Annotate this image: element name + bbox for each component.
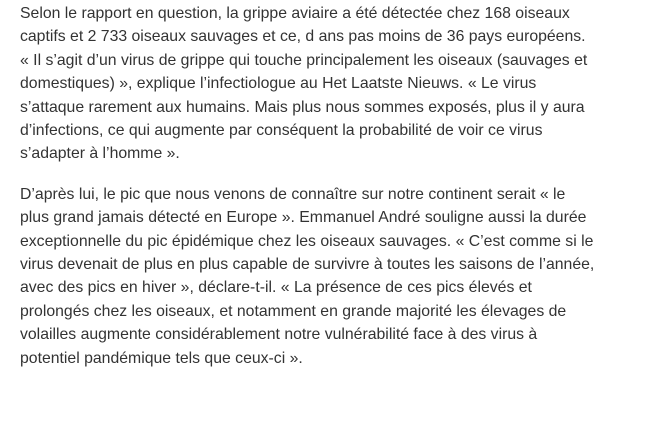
paragraph-line: captifs et 2 733 oiseaux sauvages et ce, d ans pas moins de 36 pays européens. (20, 28, 586, 46)
paragraph-line: s’attaque rarement aux humains. Mais plus nous sommes exposés, plus il y aura (20, 98, 585, 116)
paragraph-line: prolongés chez les oiseaux, et notamment en grande majorité les élevages de (20, 302, 567, 320)
paragraph-line: D’après lui, le pic que nous venons de connaître sur notre continent serait « le (20, 185, 566, 203)
paragraph-line: plus grand jamais détecté en Europe ». Emmanuel André souligne aussi la durée (20, 209, 587, 227)
paragraph-line: d’infections, ce qui augmente par conséquent la probabilité de voir ce virus (20, 122, 543, 140)
paragraph-2 (20, 183, 640, 370)
paragraph-line: domestiques) », explique l’infectiologue au Het Laatste Nieuws. « Le virus (20, 75, 537, 93)
paragraph-line: volailles augmente considérablement notre vulnérabilité face à des virus à (20, 326, 538, 344)
paragraph-1 (20, 2, 640, 166)
paragraph-line: s’adapter à l’homme ». (20, 145, 180, 163)
paragraph-line: « Il s’agit d’un virus de grippe qui touche principalement les oiseaux (sauvages et (20, 51, 588, 69)
paragraph-line: avec des pics en hiver », déclare-t-il. « La présence de ces pics élevés et (20, 279, 532, 297)
paragraph-line: exceptionnelle du pic épidémique chez les oiseaux sauvages. « C’est comme si le (20, 232, 594, 250)
paragraph-line: potentiel pandémique tels que ceux-ci ». (20, 349, 303, 367)
paragraph-line: virus devenait de plus en plus capable de survivre à toutes les saisons de l’année, (20, 256, 595, 274)
paragraph-line: Selon le rapport en question, la grippe aviaire a été détectée chez 168 oiseaux (20, 5, 570, 22)
article-body (20, 2, 640, 370)
